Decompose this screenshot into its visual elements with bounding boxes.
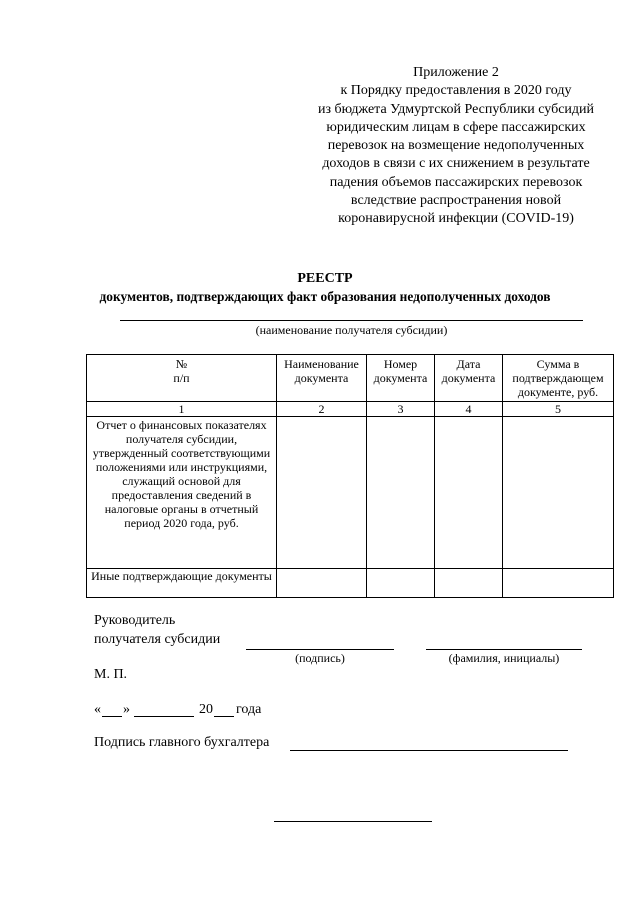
accountant-label: Подпись главного бухгалтера (94, 735, 270, 750)
annex-line: перевозок на возмещение недополученных (327, 138, 585, 154)
table-cell[interactable] (367, 569, 435, 598)
document-subtitle: документов, подтверждающих факт образования недополученных доходов (99, 289, 551, 304)
annex-line: к Порядку предоставления в 2020 году (340, 83, 572, 99)
annex-line: падения объемов пассажирских перевозок (329, 174, 583, 190)
recipient-name-line (120, 320, 583, 321)
annex-line: доходов в связи с их снижением в результате (322, 156, 590, 172)
table-cell: Отчет о финансовых показателях получателя субсидии, утвержденный соответствующими положениями или инструкциями, служащий основой для предоставления сведений в налоговые органы в отчетный период 2020 года, руб. (87, 417, 277, 569)
header-cell-doc-date: Дата документа (435, 355, 503, 402)
table-cell: Иные подтверждающие документы (87, 569, 277, 598)
column-number: 2 (277, 402, 367, 417)
table-cell[interactable] (277, 569, 367, 598)
table-cell[interactable] (435, 569, 503, 598)
header-cell-doc-number: Номер документа (367, 355, 435, 402)
register-table (86, 354, 614, 598)
date-year-prefix: 20 (199, 702, 213, 717)
date-month-line[interactable] (134, 716, 194, 717)
date-open-quote: « (94, 702, 101, 717)
column-number: 3 (367, 402, 435, 417)
document-title: РЕЕСТР (297, 271, 353, 286)
closing-divider (274, 821, 432, 822)
annex-header (296, 64, 616, 229)
accountant-signature-line[interactable] (290, 750, 568, 751)
table-row (87, 569, 614, 598)
header-cell-number: № п/п (87, 355, 277, 402)
date-close-quote: » (123, 702, 130, 717)
table-cell[interactable] (277, 417, 367, 569)
header-cell-doc-name: Наименование документа (277, 355, 367, 402)
date-year-line[interactable] (214, 716, 234, 717)
table-row (87, 417, 614, 569)
column-number: 1 (87, 402, 277, 417)
column-number: 5 (503, 402, 614, 417)
annex-line: Приложение 2 (413, 65, 499, 80)
head-label-line1: Руководитель (94, 613, 176, 628)
date-day-line[interactable] (102, 716, 122, 717)
table-cell[interactable] (503, 569, 614, 598)
date-year-suffix: года (236, 702, 262, 717)
table-numbering-row (87, 402, 614, 417)
table-cell[interactable] (367, 417, 435, 569)
name-initials-line[interactable] (426, 649, 582, 650)
signature-line[interactable] (246, 649, 394, 650)
stamp-label: М. П. (94, 667, 128, 682)
annex-line: коронавирусной инфекции (COVID-19) (338, 211, 574, 227)
table-cell[interactable] (503, 417, 614, 569)
recipient-caption: (наименование получателя субсидии) (255, 323, 448, 337)
signature-caption: (подпись) (295, 651, 345, 665)
table-cell[interactable] (435, 417, 503, 569)
name-initials-caption: (фамилия, инициалы) (448, 651, 560, 665)
annex-line: вследствие распространения новой (350, 193, 562, 209)
header-cell-amount: Сумма в подтверждающем документе, руб. (503, 355, 614, 402)
annex-line: юридическим лицам в сфере пассажирских (326, 119, 586, 135)
table-header-row (87, 355, 614, 402)
annex-line: из бюджета Удмуртской Республики субсидий (317, 101, 595, 117)
column-number: 4 (435, 402, 503, 417)
head-label-line2: получателя субсидии (94, 632, 221, 647)
